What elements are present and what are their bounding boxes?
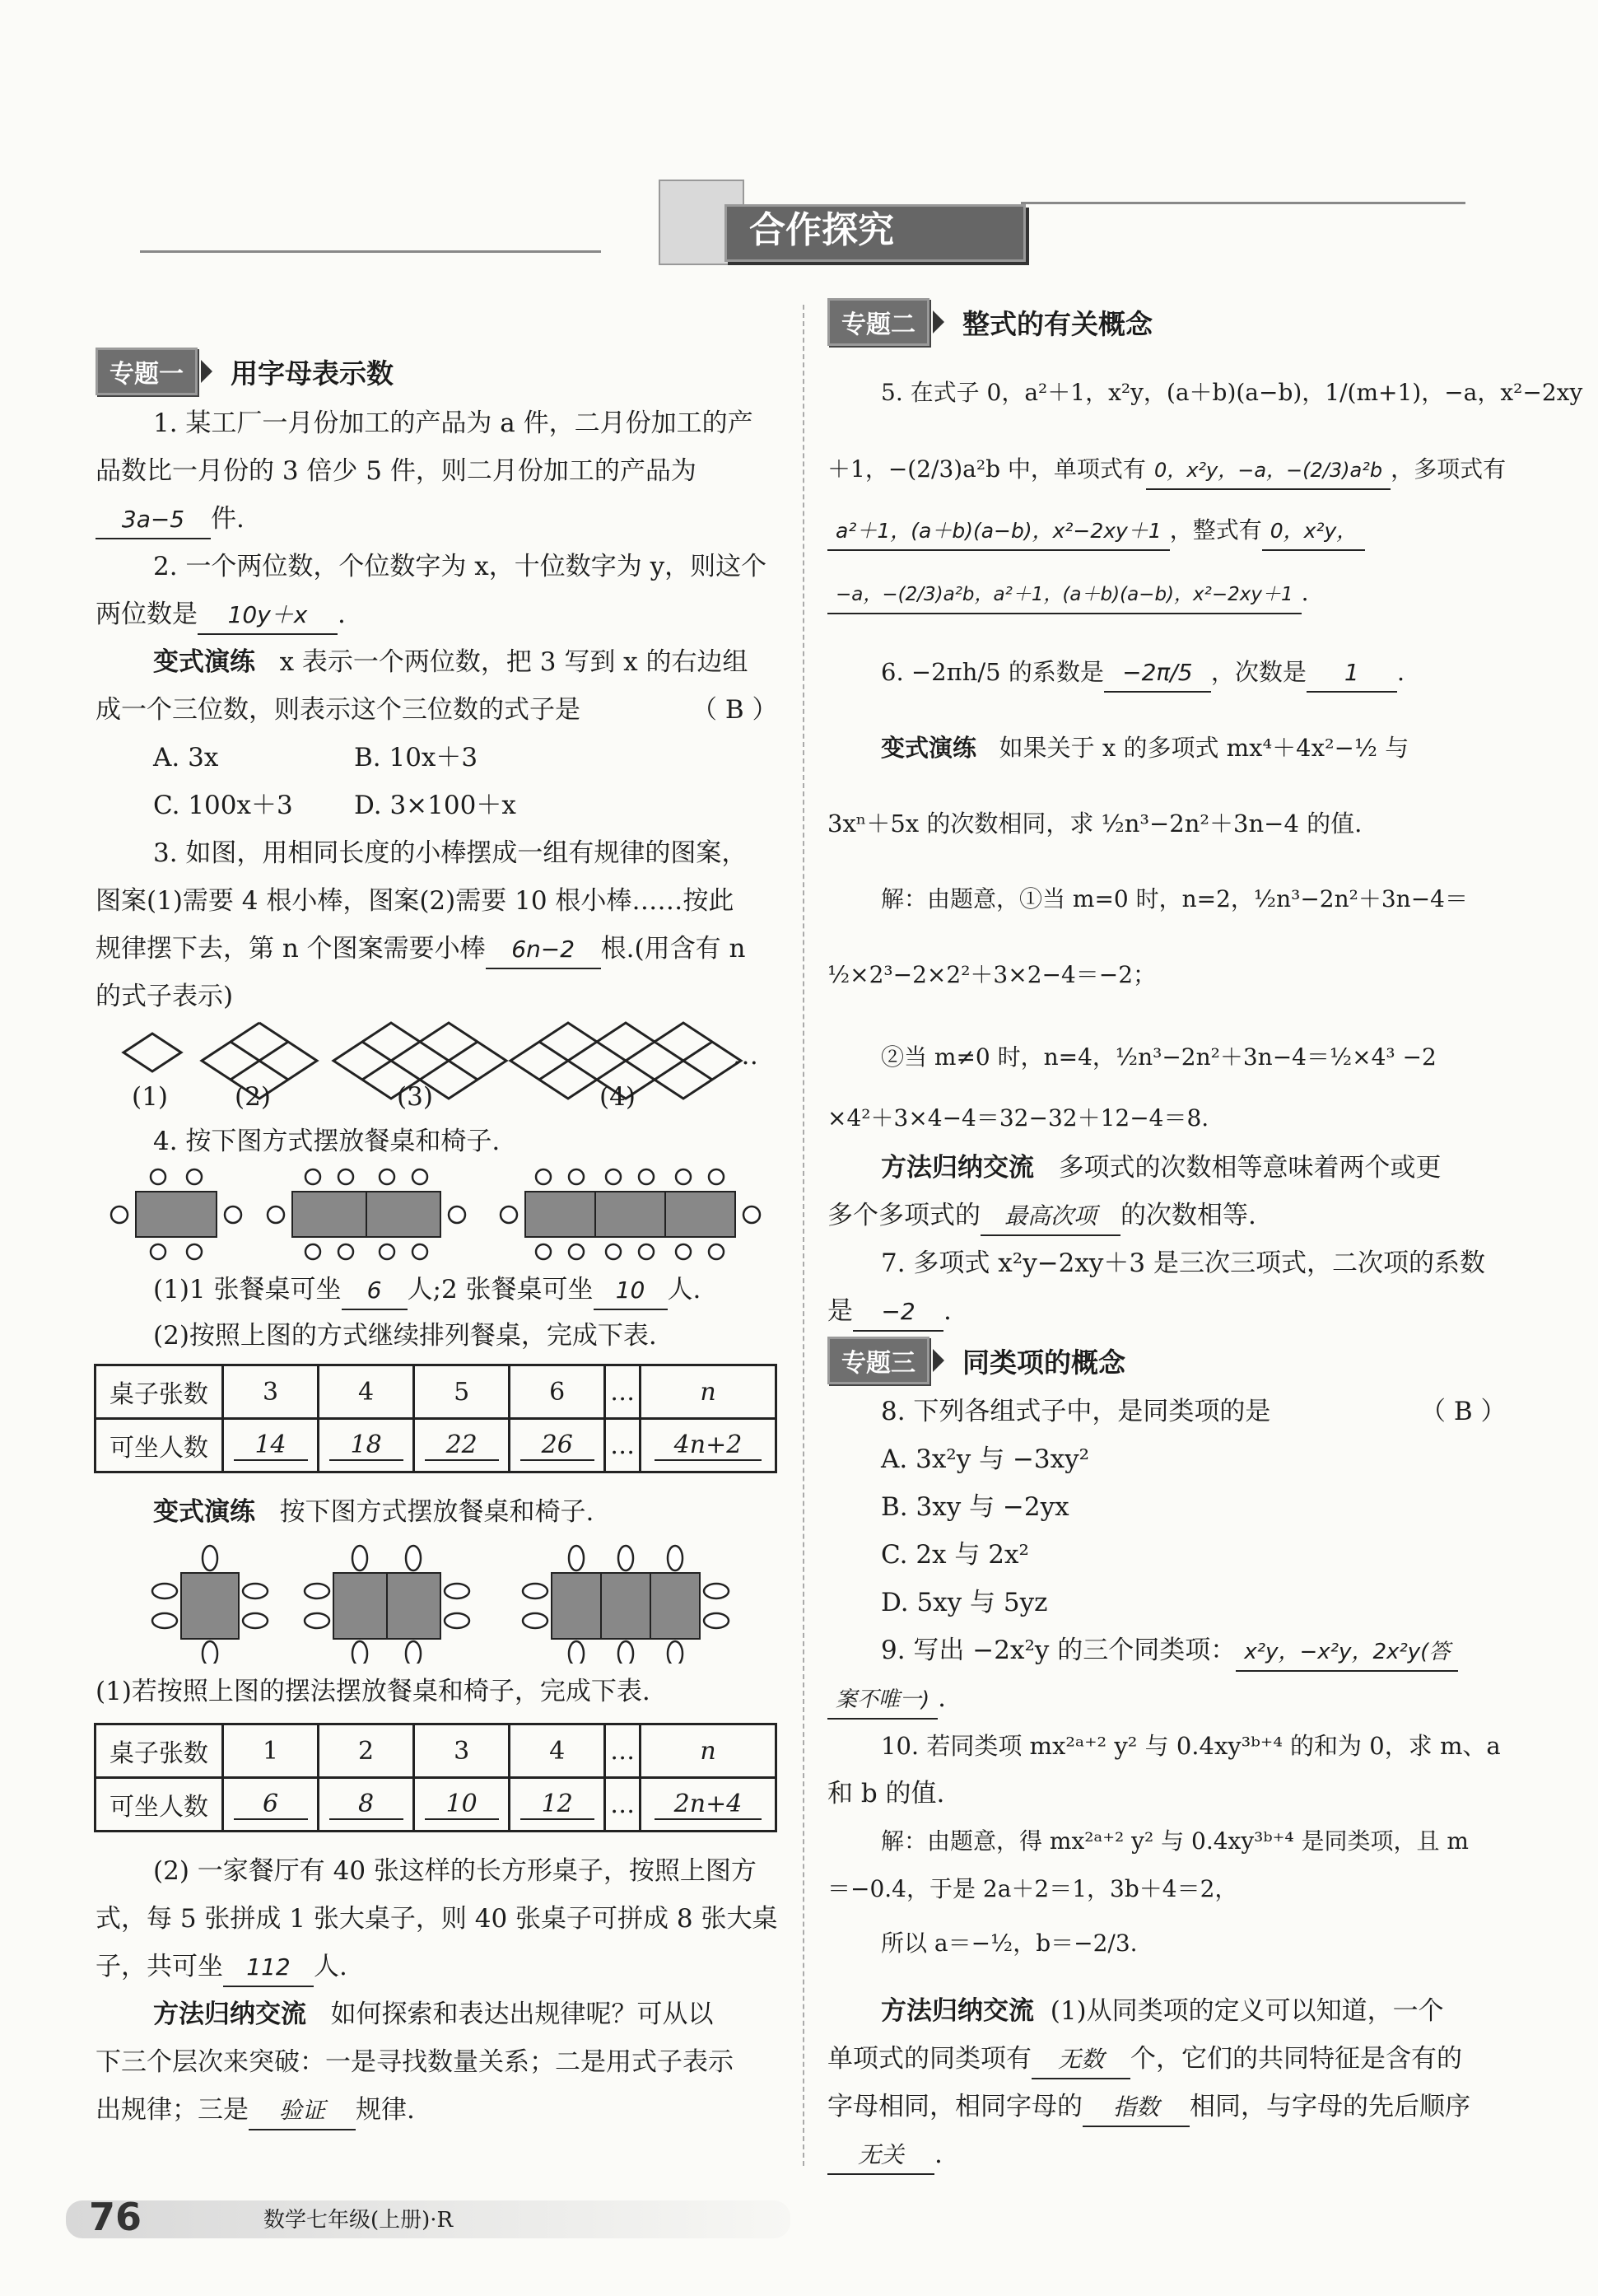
q3-label-1: (1)	[132, 1082, 168, 1112]
table-cell-value: 26	[520, 1430, 594, 1461]
table1	[94, 1364, 777, 1473]
q3-prefix: 规律摆下去，第 n 个图案需要小棒	[96, 934, 486, 964]
q3-figure	[107, 1021, 782, 1128]
method3-ans3: 无关	[827, 2137, 934, 2175]
table-row	[96, 1724, 776, 1778]
q9-answer1: x²y，−x²y，2x²y(答	[1236, 1634, 1458, 1672]
v2-label: 变式演练	[153, 1497, 255, 1527]
table-cell-value: 2n+4	[655, 1790, 762, 1820]
q3-line2: 图案(1)需要 4 根小棒，图案(2)需要 10 根小棒……按此	[96, 886, 734, 916]
topic2-arrow-icon	[933, 310, 944, 334]
table-1	[136, 1192, 217, 1237]
method-text: 如何探索和表达出规律呢？可从以	[330, 2000, 714, 2029]
table-cell-value: 4n+2	[655, 1430, 762, 1461]
q5-end: .	[1301, 579, 1309, 606]
table-cell: …	[605, 1365, 641, 1419]
table-cell	[223, 1419, 319, 1472]
q5-poly: a²＋1，(a＋b)(a−b)，x²−2xy＋1	[827, 513, 1170, 551]
method3-line1	[881, 1993, 1444, 2029]
topic3-tag	[827, 1339, 1125, 1382]
page-title: 合作探究	[749, 209, 894, 251]
q6-ans2: 1	[1307, 655, 1397, 693]
topic3-arrow-icon	[933, 1349, 944, 1372]
v3-sol4: ×4²＋3×4−4＝32−32＋12−4＝8.	[827, 1104, 1209, 1132]
q7-tail: .	[943, 1296, 952, 1326]
topic1-label: 专题一	[96, 348, 198, 395]
q10-sol3: 所以 a＝−½，b＝−2/3.	[881, 1930, 1138, 1957]
table-cell: 2	[319, 1724, 414, 1778]
method-line3	[96, 2092, 415, 2130]
q4-ans1: 6	[342, 1272, 408, 1310]
q3-line4: 的式子表示)	[96, 982, 234, 1011]
v1-option-b: B. 10x＋3	[354, 743, 478, 772]
q2-answer: 10y＋x	[198, 597, 338, 635]
q3-answer: 6n−2	[486, 931, 601, 969]
column-divider	[803, 305, 804, 2166]
book-title: 数学七年级(上册)·R	[263, 2208, 454, 2233]
method-label: 方法归纳交流	[153, 2000, 306, 2029]
method3-text: (1)从同类项的定义可以知道，一个	[1050, 1996, 1444, 2026]
q3-line3	[96, 931, 745, 969]
q3-label-3: (3)	[397, 1082, 433, 1112]
table1-row1-head: 桌子张数	[96, 1365, 223, 1419]
q2-line1: 2. 一个两位数，个位数字为 x，十位数字为 y，则这个	[153, 552, 767, 581]
table-cell-value: 12	[520, 1790, 594, 1820]
v2-text: 按下图方式摆放餐桌和椅子.	[279, 1497, 594, 1527]
q2-tail: .	[338, 600, 346, 629]
method3-line4	[827, 2136, 943, 2175]
v1-answer: （ B ）	[692, 695, 778, 725]
table-3c	[665, 1192, 735, 1237]
v1-line2: 成一个三位数，则表示这个三位数的式子是	[96, 695, 580, 725]
method3-prefix: 单项式的同类项有	[827, 2044, 1032, 2074]
method3-ans1: 无数	[1032, 2042, 1130, 2079]
q10-sol1: 解：由题意，得 mx²ᵃ⁺² y² 与 0.4xy³ᵇ⁺⁴ 是同类项，且 m	[881, 1827, 1469, 1855]
v1-option-a: A. 3x	[153, 743, 219, 772]
v2p2-prefix: 子，共可坐	[96, 1952, 223, 1981]
table-cell: n	[641, 1724, 776, 1778]
header-line-right	[1021, 202, 1465, 204]
table2	[94, 1723, 777, 1832]
table-cell: 5	[414, 1365, 510, 1419]
topic2-tag	[827, 301, 1153, 343]
table-cell: …	[605, 1778, 641, 1832]
q2-line2	[96, 596, 346, 635]
table-cell	[319, 1419, 414, 1472]
topic2-label: 专题二	[827, 298, 929, 346]
method-tail: 规律.	[356, 2095, 415, 2125]
topic1-title: 用字母表示数	[231, 357, 394, 390]
v3-text: 如果关于 x 的多项式 mx⁴＋4x²−½ 与	[999, 734, 1409, 762]
v3-sol2: ½×2³−2×2²＋3×2−4＝−2；	[827, 961, 1157, 988]
q5-int2: −a，−(2/3)a²b，a²＋1，(a＋b)(a−b)，x²−2xy＋1	[827, 576, 1302, 614]
table-cell	[510, 1778, 605, 1832]
topic2-title: 整式的有关概念	[962, 307, 1153, 340]
topic3-label: 专题三	[827, 1337, 929, 1384]
v2-p1: (1)若按照上图的摆法摆放餐桌和椅子，完成下表.	[96, 1677, 650, 1706]
q1-answer: 3a−5	[96, 502, 211, 539]
q4-p2: (2)按照上图的方式继续排列餐桌，完成下表.	[153, 1321, 657, 1351]
method2-label: 方法归纳交流	[881, 1153, 1034, 1183]
q8-answer: （ B ）	[1420, 1397, 1507, 1426]
q1-line2: 品数比一月份的 3 倍少 5 件，则二月份加工的产品为	[96, 456, 697, 486]
q9-line2	[827, 1680, 946, 1720]
method3-line3-prefix: 字母相同，相同字母的	[827, 2092, 1083, 2121]
table-cell-value: 8	[329, 1790, 403, 1820]
table2-row1-head: 桌子张数	[96, 1724, 223, 1778]
q7-line2	[827, 1293, 952, 1332]
pattern-1-icon	[123, 1034, 181, 1071]
q1-line3	[96, 501, 245, 539]
table-cell: 4	[319, 1365, 414, 1419]
table1-row2-head: 可坐人数	[96, 1419, 223, 1472]
method2-text: 多项式的次数相等意味着两个或更	[1058, 1153, 1442, 1183]
q9-answer2: 案不唯一)	[827, 1682, 938, 1720]
v2-line	[153, 1494, 594, 1530]
q6-line	[881, 654, 1405, 693]
q4-figure	[107, 1163, 782, 1270]
v2p2-line3	[96, 1948, 347, 1987]
q3-line1: 3. 如图，用相同长度的小棒摆成一组有规律的图案，	[153, 838, 748, 868]
q10-line2: 和 b 的值.	[827, 1779, 945, 1808]
method3-line2-tail: 个，它们的共同特征是含有的	[1130, 2044, 1462, 2074]
q1-line1: 1. 某工厂一月份加工的产品为 a 件，二月份加工的产	[153, 408, 753, 438]
q9-tail: .	[938, 1683, 947, 1713]
table-cell: 3	[223, 1365, 319, 1419]
table-cell: …	[605, 1419, 641, 1472]
method3-line3	[827, 2088, 1470, 2127]
table-cell: 4	[510, 1724, 605, 1778]
q1-tail: 件.	[211, 504, 245, 534]
q3-label-2: (2)	[235, 1082, 271, 1112]
method-answer: 验证	[249, 2093, 356, 2130]
q5-prefix: ＋1，−(2/3)a²b 中，单项式有	[827, 455, 1146, 483]
v2p2-line2: 式，每 5 张拼成 1 张大桌子，则 40 张桌子可拼成 8 张大桌	[96, 1904, 778, 1934]
method3-line3-tail: 相同，与字母的先后顺序	[1190, 2092, 1470, 2121]
q4-p1-c: 人.	[667, 1275, 701, 1304]
table-cell	[641, 1778, 776, 1832]
q5-line3	[827, 512, 1365, 551]
v1-option-d: D. 3×100＋x	[354, 791, 516, 820]
table-cell-value: 6	[234, 1790, 308, 1820]
v3-line1	[881, 730, 1409, 766]
q4-ans2: 10	[594, 1272, 668, 1310]
method2-prefix: 多个多项式的	[827, 1201, 981, 1230]
q4-p1	[153, 1272, 701, 1310]
table-cell: …	[605, 1724, 641, 1778]
q8-option-d: D. 5xy 与 5yz	[881, 1588, 1048, 1617]
q3-label-4: (4)	[599, 1082, 636, 1112]
q8-option-c: C. 2x 与 2x²	[881, 1540, 1029, 1570]
table-3b	[595, 1192, 665, 1237]
table-cell	[641, 1419, 776, 1472]
table-cell	[319, 1778, 414, 1832]
v2p2-tail: 人.	[314, 1952, 347, 1981]
table-cell-value: 18	[329, 1430, 403, 1461]
q6-prefix: 6. −2πh/5 的系数是	[881, 658, 1104, 686]
q5-int1: 0，x²y，	[1262, 513, 1366, 551]
table-3a	[525, 1192, 595, 1237]
table-row	[96, 1778, 776, 1832]
q8-line1: 8. 下列各组式子中，是同类项的是	[881, 1397, 1271, 1426]
q9-line1	[881, 1632, 1458, 1672]
page-number: 76	[89, 2195, 142, 2239]
method-line2: 下三个层次来突破：一是寻找数量关系；二是用式子表示	[96, 2047, 734, 2077]
method2-answer: 最高次项	[981, 1198, 1120, 1236]
method3-line2	[827, 2041, 1462, 2079]
table-cell: n	[641, 1365, 776, 1419]
table2-row2-head: 可坐人数	[96, 1778, 223, 1832]
table-2b	[366, 1192, 440, 1237]
q7-prefix: 是	[827, 1296, 853, 1326]
q7-answer: −2	[853, 1294, 943, 1332]
v3-line2: 3xⁿ＋5x 的次数相同，求 ½n³−2n²＋3n−4 的值.	[827, 810, 1363, 838]
table-cell-value: 14	[234, 1430, 308, 1461]
q10-line1: 10. 若同类项 mx²ᵃ⁺² y² 与 0.4xy³ᵇ⁺⁴ 的和为 0，求 m、a	[881, 1732, 1501, 1760]
table-row	[96, 1365, 776, 1419]
q3-ellipsis: …	[733, 1041, 758, 1071]
method2-tail: 的次数相等.	[1120, 1201, 1256, 1230]
q6-ans1: −2π/5	[1104, 655, 1211, 693]
q6-end: .	[1396, 658, 1405, 686]
q5-line1: 5. 在式子 0，a²＋1，x²y，(a＋b)(a−b)，1/(m+1)，−a，x²−2xy	[881, 379, 1583, 406]
v2-figure	[148, 1540, 741, 1664]
method3-end: .	[934, 2140, 943, 2169]
table-cell	[414, 1778, 510, 1832]
topic1-tag	[96, 350, 394, 393]
v1-line1	[153, 644, 748, 680]
method2-line1	[881, 1150, 1442, 1186]
method3-label: 方法归纳交流	[881, 1996, 1034, 2026]
q4-p1-a: (1)1 张餐桌可坐	[153, 1275, 342, 1304]
q5-line4	[827, 575, 1309, 614]
table-cell	[414, 1419, 510, 1472]
q9-prefix: 9. 写出 −2x²y 的三个同类项：	[881, 1636, 1237, 1665]
q2-prefix: 两位数是	[96, 600, 198, 629]
q3-tail: 根.(用含有 n	[600, 934, 746, 964]
q5-line2-tail: ，多项式有	[1391, 455, 1507, 483]
q4-p1-b: 人;2 张餐桌可坐	[407, 1275, 594, 1304]
v2p2-answer: 112	[223, 1949, 314, 1987]
q7-line1: 7. 多项式 x²y−2xy＋3 是三次三项式，二次项的系数	[881, 1248, 1485, 1278]
q5-line2	[827, 451, 1506, 490]
table-2a	[292, 1192, 366, 1237]
v3-sol3: ②当 m≠0 时，n=4，½n³−2n²＋3n−4＝½×4³ −2	[881, 1043, 1437, 1071]
table-cell: 3	[414, 1724, 510, 1778]
q5-mono: 0，x²y，−a，−(2/3)a²b	[1146, 452, 1391, 490]
method3-ans2: 指数	[1083, 2089, 1190, 2127]
q8-option-a: A. 3x²y 与 −3xy²	[881, 1444, 1090, 1474]
table-cell	[510, 1419, 605, 1472]
table-cell-value: 22	[425, 1430, 499, 1461]
v1-option-c: C. 100x＋3	[153, 791, 293, 820]
q10-sol2: ＝−0.4，于是 2a＋2＝1，3b＋4＝2，	[827, 1875, 1238, 1902]
table-cell: 6	[510, 1365, 605, 1419]
table-row	[96, 1419, 776, 1472]
table-cell-value: 10	[425, 1790, 499, 1820]
v1-text: x 表示一个两位数，把 3 写到 x 的右边组	[279, 647, 748, 677]
v3-sol1: 解：由题意，①当 m=0 时，n=2，½n³−2n²＋3n−4＝	[881, 885, 1468, 912]
table-cell	[223, 1778, 319, 1832]
method-line1	[153, 1996, 714, 2032]
header-line	[140, 250, 601, 253]
table-cell: 1	[223, 1724, 319, 1778]
method2-line2	[827, 1197, 1256, 1236]
v1-label: 变式演练	[153, 647, 255, 677]
topic3-title: 同类项的概念	[962, 1346, 1125, 1379]
q8-option-b: B. 3xy 与 −2yx	[881, 1492, 1069, 1522]
method-prefix: 出规律；三是	[96, 2095, 249, 2125]
v3-label: 变式演练	[881, 734, 977, 762]
q4-line1: 4. 按下图方式摆放餐桌和椅子.	[153, 1127, 501, 1156]
q5-mid: ，整式有	[1169, 516, 1262, 544]
v2p2-line1: (2) 一家餐厅有 40 张这样的长方形桌子，按照上图方	[153, 1856, 757, 1886]
q6-mid: ，次数是	[1210, 658, 1307, 686]
topic1-arrow-icon	[201, 360, 212, 383]
